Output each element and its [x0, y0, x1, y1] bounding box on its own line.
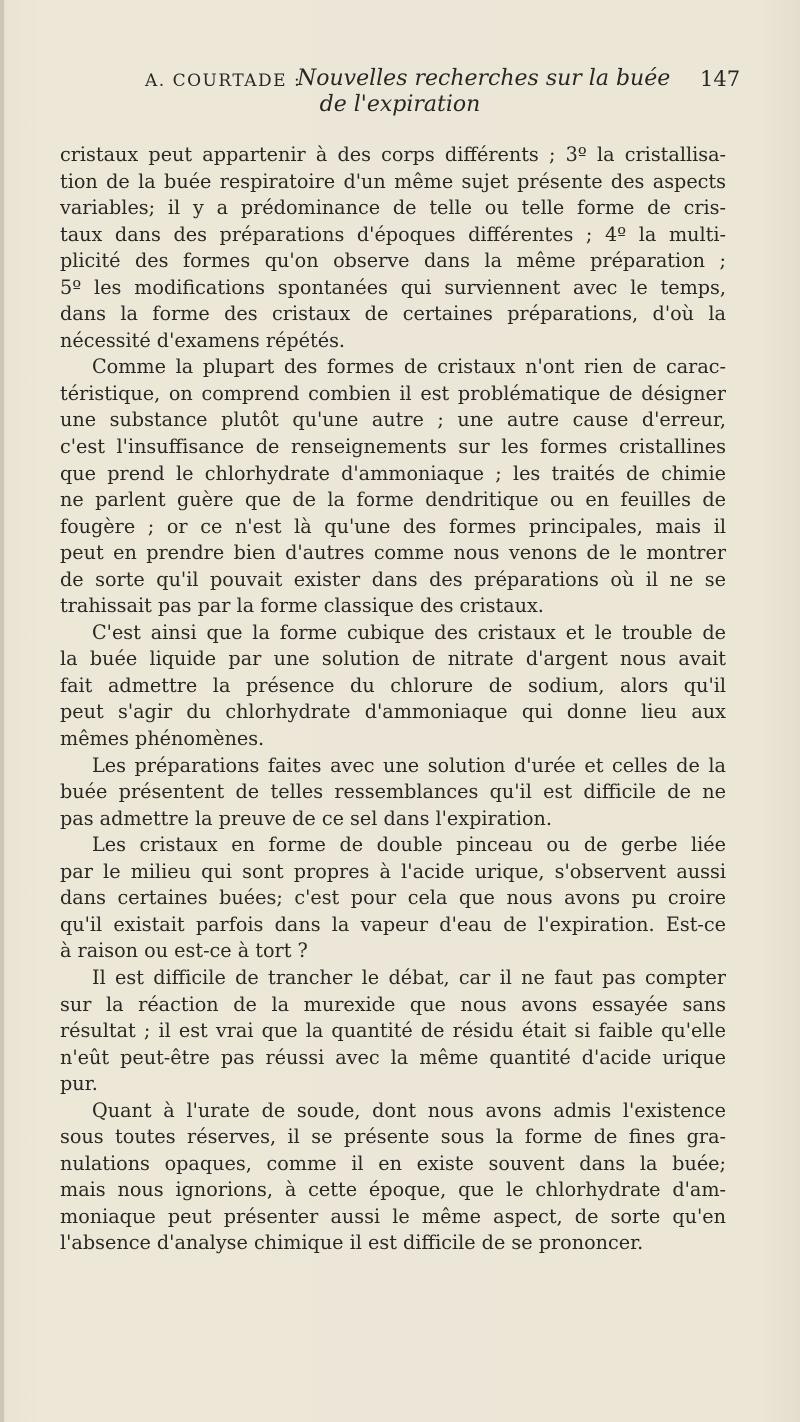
text-line: mêmes phénomènes.	[60, 727, 265, 751]
text-line: Quant à l'urate de soude, dont nous avons admis l'existence	[92, 1098, 726, 1122]
text-line: cristaux peut appartenir à des corps différents ; 3º la cristallisa-	[60, 143, 726, 166]
header-title-line1: Nouvelles recherches sur la buée	[297, 66, 671, 91]
text-line: nécessité d'examens répétés.	[60, 328, 346, 352]
text-line: une substance plutôt qu'une autre ; une autre cause d'erreur,	[60, 408, 726, 432]
text-line: pas admettre la preuve de ce sel dans l'expiration.	[60, 806, 552, 830]
text-line: peut s'agir du chlorhydrate d'ammoniaque qui donne lieu aux	[60, 700, 726, 724]
text-line: 5º les modifications spontanées qui surviennent avec le temps,	[60, 275, 726, 299]
page-number: 147	[700, 67, 741, 91]
body-text	[60, 142, 726, 1257]
text-line: Les préparations faites avec une solution d'urée et celles de la	[92, 753, 726, 777]
text-line: taux dans des préparations d'époques différentes ; 4º la multi-	[60, 222, 726, 246]
text-line: dans certaines buées; c'est pour cela que nous avons pu croire	[60, 886, 726, 910]
text-line: n'eût peut-être pas réussi avec la même quantité d'acide urique	[60, 1045, 726, 1069]
text-line: par le milieu qui sont propres à l'acide urique, s'observent aussi	[60, 859, 726, 883]
text-line: qu'il existait parfois dans la vapeur d'eau de l'expiration. Est-ce	[60, 912, 726, 936]
text-line: fougère ; or ce n'est là qu'une des formes principales, mais il	[60, 514, 726, 538]
text-line: Les cristaux en forme de double pinceau ou de gerbe liée	[92, 833, 726, 857]
text-line: tion de la buée respiratoire d'un même sujet présente des aspects	[60, 169, 726, 193]
text-line: sur la réaction de la murexide que nous avons essayée sans	[60, 992, 726, 1016]
page-edge	[0, 0, 4, 1422]
text-line: Comme la plupart des formes de cristaux n'ont rien de carac-	[92, 355, 726, 379]
text-line: Il est difficile de trancher le débat, car il ne faut pas compter	[92, 965, 726, 989]
text-line: résultat ; il est vrai que la quantité de résidu était si faible qu'elle	[60, 1019, 726, 1043]
header-title-line2: de l'expiration	[319, 92, 481, 117]
text-line: fait admettre la présence du chlorure de sodium, alors qu'il	[60, 673, 726, 697]
text-line: moniaque peut présenter aussi le même aspect, de sorte qu'en	[60, 1204, 726, 1228]
text-line: variables; il y a prédominance de telle ou telle forme de cris-	[60, 196, 726, 220]
running-head	[0, 64, 800, 124]
text-line: plicité des formes qu'on observe dans la même préparation ;	[60, 249, 726, 273]
text-line: dans la forme des cristaux de certaines préparations, d'où la	[60, 302, 726, 326]
text-line: à raison ou est-ce à tort ?	[60, 939, 308, 963]
text-line: nulations opaques, comme il en existe souvent dans la buée;	[60, 1151, 726, 1175]
header-author: A. COURTADE :	[145, 71, 302, 91]
text-line: C'est ainsi que la forme cubique des cristaux et le trouble de	[92, 620, 726, 644]
text-line: pur.	[60, 1072, 98, 1096]
text-line: peut en prendre bien d'autres comme nous venons de le montrer	[60, 541, 726, 565]
text-line: sous toutes réserves, il se présente sous la forme de fines gra-	[60, 1125, 726, 1149]
text-line: téristique, on comprend combien il est problématique de désigner	[60, 381, 726, 405]
text-line: mais nous ignorions, à cette époque, que le chlorhydrate d'am-	[60, 1178, 726, 1202]
text-line: ne parlent guère que de la forme dendritique ou en feuilles de	[60, 488, 726, 512]
text-line: l'absence d'analyse chimique il est difficile de se prononcer.	[60, 1231, 644, 1255]
text-line: c'est l'insuffisance de renseignements sur les formes cristallines	[60, 435, 726, 459]
text-line: buée présentent de telles ressemblances qu'il est difficile de ne	[60, 780, 726, 804]
text-line: de sorte qu'il pouvait exister dans des préparations où il ne se	[60, 567, 726, 591]
text-line: la buée liquide par une solution de nitrate d'argent nous avait	[60, 647, 726, 671]
text-line: que prend le chlorhydrate d'ammoniaque ; les traités de chimie	[60, 461, 726, 485]
text-line: trahissait pas par la forme classique des cristaux.	[60, 594, 544, 618]
